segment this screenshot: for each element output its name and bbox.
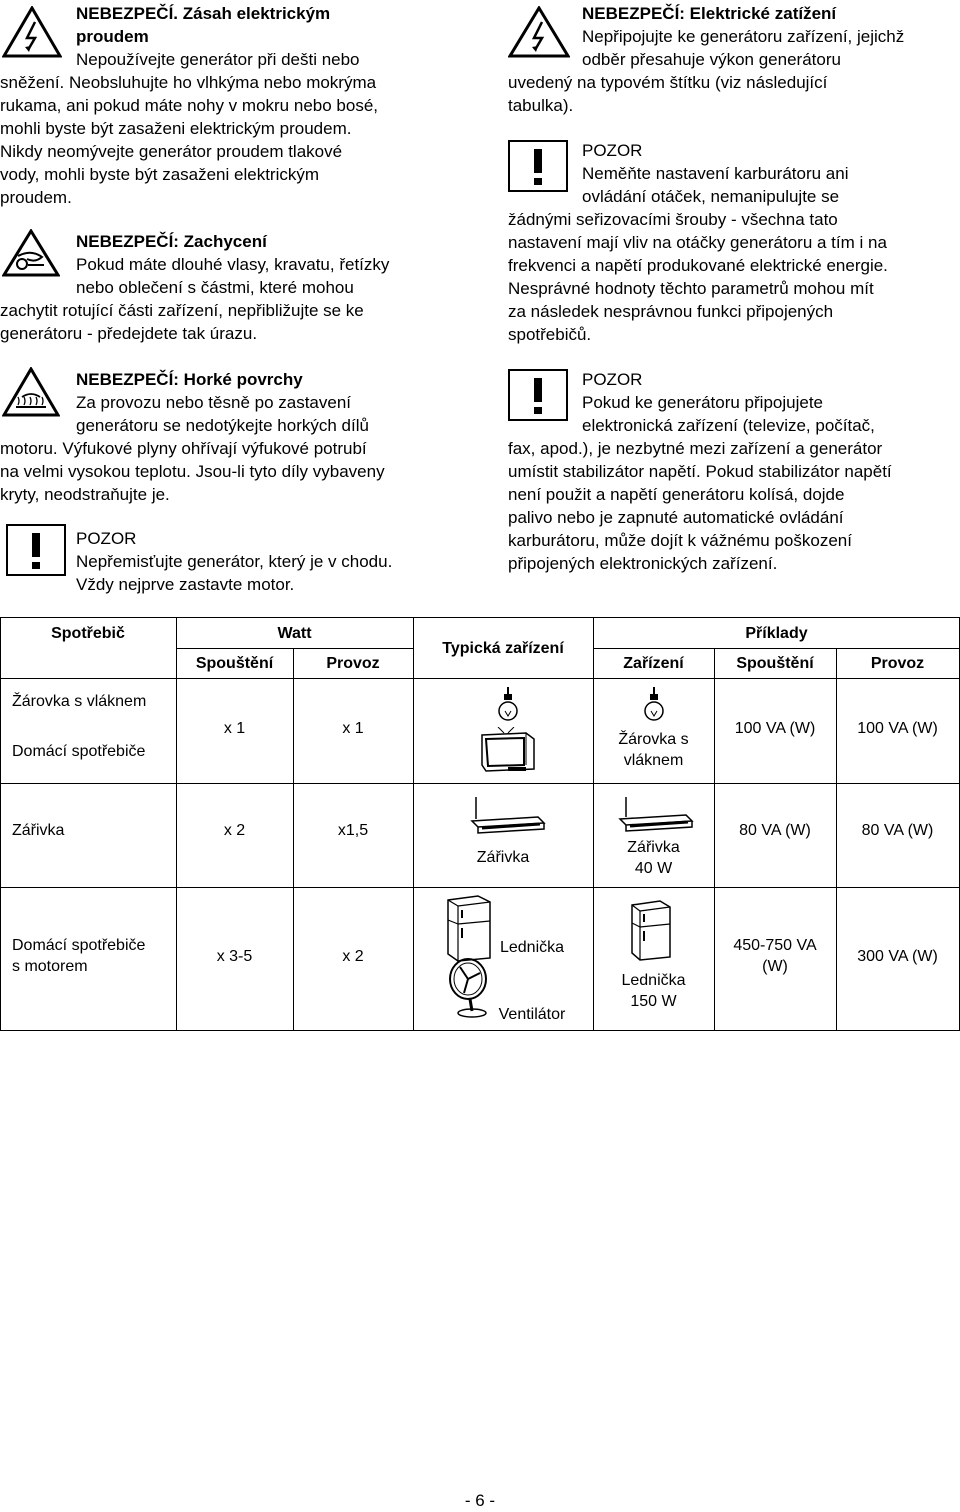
hot-text-line: generátoru se nedotýkejte horkých dílů [76, 416, 369, 435]
caution-stab-line: není použit a napětí generátoru kolísá, dojde [508, 485, 845, 504]
col-header-ex-run: Provoz [870, 655, 925, 672]
table-cell-appliance: Domácí spotřebiče [12, 937, 146, 954]
shock-text-line: rukama, ani pokud máte nohy v mokru nebo bosé, [0, 96, 378, 115]
col-header-run: Provoz [326, 655, 380, 672]
refrigerator-icon [444, 894, 494, 962]
caution-carb-line: žádnými seřizovacími šrouby - všechna tato [508, 210, 838, 229]
table-cell-ex-start: 450-750 VA [733, 937, 817, 954]
caution-move-title: POZOR [76, 529, 137, 548]
caution-carb-line: ovládání otáček, nemanipulujte se [582, 187, 840, 206]
load-text-line: Nepřipojujte ke generátoru zařízení, jejichž [582, 27, 905, 46]
light-bulb-icon [642, 687, 666, 725]
shock-text-line: mohli byste být zasaženi elektrickým proudem. [0, 119, 352, 138]
col-header-device: Zařízení [623, 655, 684, 672]
table-cell-typical: Lednička [499, 939, 565, 956]
television-icon [478, 727, 538, 775]
table-cell-appliance: Žárovka s vláknem [12, 693, 147, 710]
col-header-ex-start: Spouštění [736, 655, 814, 672]
caution-exclamation-icon [508, 369, 568, 421]
caution-stab-line: umístit stabilizátor napětí. Pokud stabilizátor napětí [508, 462, 892, 481]
page-number: - 6 - [464, 1491, 496, 1510]
light-bulb-icon [496, 687, 520, 725]
caution-carb-line: nastavení mají vliv na otáčky generátoru a tím i na [508, 233, 887, 252]
table-cell-typical: Zářivka [476, 849, 530, 866]
table-cell-start: x 3-5 [216, 948, 253, 965]
electric-load-warning-icon [508, 6, 570, 58]
load-text-line: uvedený na typovém štítku (viz následující [508, 73, 828, 92]
table-cell-ex-start: 100 VA (W) [734, 720, 816, 737]
caution-stab-line: elektronická zařízení (televize, počítač, [582, 416, 875, 435]
shock-title-line2: proudem [76, 27, 149, 46]
shock-text-line: Nepoužívejte generátor při dešti nebo [76, 50, 360, 69]
hot-text-line: kryty, neodstraňujte je. [0, 485, 170, 504]
table-cell-ex-run: 300 VA (W) [857, 948, 938, 965]
load-text-line: odběr přesahuje výkon generátoru [582, 50, 841, 69]
caution-stab-line: fax, apod.), je nezbytné mezi zařízení a generátor [508, 439, 883, 458]
table-cell-appliance: Domácí spotřebiče [12, 743, 146, 760]
caution-carb-title: POZOR [582, 141, 643, 160]
col-header-examples: Příklady [745, 625, 808, 642]
caution-carb-line: frekvenci a napětí produkované elektrické energie. [508, 256, 888, 275]
table-cell-example: Lednička [621, 972, 686, 989]
caution-stab-title: POZOR [582, 370, 643, 389]
fan-icon [440, 957, 494, 1019]
shock-title-line1: NEBEZPEČÍ. Zásah elektrickým [76, 4, 331, 23]
shock-text-line: vody, mohli byste být zasaženi elektrickým [0, 165, 320, 184]
table-cell-ex-start: 80 VA (W) [739, 822, 811, 839]
fluorescent-lamp-icon [616, 797, 696, 837]
table-cell-example: 40 W [634, 860, 673, 877]
col-header-start: Spouštění [195, 655, 274, 672]
shock-text-line: sněžení. Neobsluhujte ho vlhkýma nebo mokrýma [0, 73, 377, 92]
hot-text-line: motoru. Výfukové plyny ohřívají výfukové potrubí [0, 439, 367, 458]
refrigerator-icon [628, 899, 674, 961]
entangle-text-line: generátoru - předejdete tak úrazu. [0, 324, 258, 343]
load-text-line: tabulka). [508, 96, 574, 115]
table-cell-run: x1,5 [337, 822, 369, 839]
caution-carb-line: Neměňte nastavení karburátoru ani [582, 164, 849, 183]
caution-stab-line: připojených elektronických zařízení. [508, 554, 778, 573]
load-title: NEBEZPEČÍ: Elektrické zatížení [582, 4, 837, 23]
entangle-text-line: nebo oblečení s částmi, které mohou [76, 278, 354, 297]
shock-text-line: Nikdy neomývejte generátor proudem tlakové [0, 142, 343, 161]
table-cell-example: Žárovka s [618, 731, 689, 748]
caution-move-line: Vždy nejprve zastavte motor. [76, 575, 295, 594]
appliance-table [0, 617, 960, 1031]
caution-carb-line: Nesprávné hodnoty těchto parametrů mohou mít [508, 279, 874, 298]
table-cell-run: x 2 [342, 948, 364, 965]
hot-surface-warning-icon [2, 367, 60, 417]
electric-shock-warning-icon [2, 6, 62, 58]
table-cell-example: vláknem [623, 752, 684, 769]
entangle-text-line: Pokud máte dlouhé vlasy, kravatu, řetízky [76, 255, 390, 274]
hot-text-line: na velmi vysokou teplotu. Jsou-li tyto díly vybaveny [0, 462, 385, 481]
col-header-appliance: Spotřebič [51, 625, 125, 642]
table-cell-appliance: Zářivka [12, 822, 65, 839]
entanglement-warning-icon [2, 229, 60, 277]
hot-text-line: Za provozu nebo těsně po zastavení [76, 393, 352, 412]
entangle-text-line: zachytit rotující části zařízení, nepřibližujte se ke [0, 301, 364, 320]
table-cell-appliance: s motorem [12, 958, 88, 975]
table-cell-start: x 2 [223, 822, 246, 839]
table-cell-typical: Ventilátor [498, 1006, 566, 1023]
table-cell-example: Zářivka [627, 839, 680, 856]
table-cell-ex-run: 80 VA (W) [861, 822, 934, 839]
fluorescent-lamp-icon [468, 797, 548, 841]
col-header-watt: Watt [277, 625, 312, 642]
entangle-title: NEBEZPEČÍ: Zachycení [76, 232, 267, 251]
caution-stab-line: Pokud ke generátoru připojujete [582, 393, 823, 412]
caution-carb-line: spotřebičů. [508, 325, 592, 344]
caution-stab-line: palivo nebo je zapnuté automatické ovládání [508, 508, 844, 527]
shock-text-line: proudem. [0, 188, 72, 207]
hot-title: NEBEZPEČÍ: Horké povrchy [76, 370, 303, 389]
caution-carb-line: za následek nesprávnou funkci připojených [508, 302, 834, 321]
table-cell-ex-start: (W) [762, 958, 788, 975]
table-cell-start: x 1 [223, 720, 246, 737]
table-cell-example: 150 W [630, 993, 677, 1010]
col-header-typical: Typická zařízení [442, 640, 564, 657]
table-cell-run: x 1 [342, 720, 364, 737]
caution-exclamation-icon [508, 140, 568, 192]
caution-move-line: Nepřemisťujte generátor, který je v chodu. [76, 552, 393, 571]
caution-stab-line: karburátoru, může dojít k vážnému poškození [508, 531, 852, 550]
table-cell-ex-run: 100 VA (W) [857, 720, 938, 737]
caution-exclamation-icon [6, 524, 66, 576]
